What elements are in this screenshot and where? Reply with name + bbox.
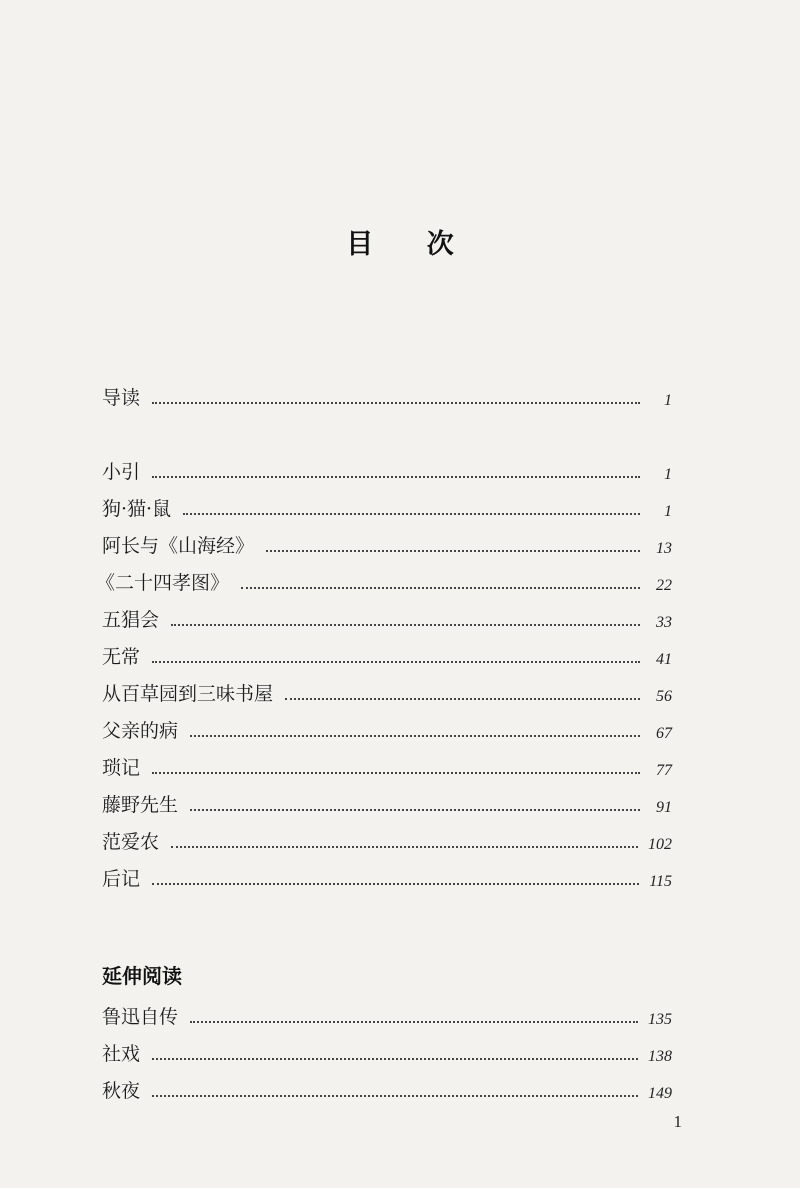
dot-leader [241,587,640,589]
toc-label: 社戏 [102,1043,141,1065]
section-heading: 延伸阅读 [102,964,182,988]
toc-label: 藤野先生 [102,794,179,816]
dot-leader [171,846,638,848]
toc-label: 琐记 [102,757,141,779]
toc-label: 阿长与《山海经》 [102,535,255,557]
toc-label: 导读 [102,387,141,409]
toc-label: 无常 [102,646,141,668]
toc-page-number: 33 [656,614,672,631]
toc-label: 秋夜 [102,1080,141,1102]
toc-label: 父亲的病 [102,720,179,742]
toc-row [102,715,672,743]
toc-page-number: 149 [648,1085,672,1102]
toc-label: 狗·猫·鼠 [102,498,172,520]
toc-page-number: 56 [656,688,672,705]
toc-row [102,678,672,706]
toc-row [96,567,672,595]
dot-leader [152,402,640,404]
toc-row [102,752,672,780]
toc-label: 五猖会 [102,609,160,631]
toc-label: 小引 [102,461,141,483]
toc-row-daodu [102,382,672,410]
toc-row [102,493,672,521]
dot-leader [266,550,640,552]
toc-page-number: 77 [656,762,672,779]
toc-page-number: 135 [648,1011,672,1028]
dot-leader [152,1058,638,1060]
page-number: 1 [673,1112,682,1131]
toc-row [102,530,672,558]
toc-page-number: 1 [664,503,672,520]
toc-page-number: 13 [656,540,672,557]
dot-leader [152,1095,638,1097]
toc-row [102,456,672,484]
toc-page-number: 102 [648,836,672,853]
dot-leader [190,809,640,811]
dot-leader [183,513,640,515]
dot-leader [285,698,640,700]
toc-row [102,863,672,891]
toc-page-number: 138 [648,1048,672,1065]
dot-leader [152,476,640,478]
toc-row [102,641,672,669]
toc-page-number: 1 [664,392,672,409]
toc-page-number: 115 [649,873,672,890]
toc-label: 后记 [102,868,141,890]
toc-page-number: 67 [656,725,672,742]
toc-row [102,1075,672,1103]
dot-leader [171,624,640,626]
toc-label: 《二十四孝图》 [96,572,230,594]
toc-row [102,604,672,632]
toc-row [102,789,672,817]
page-title: 目 次 [346,229,476,260]
toc-page-number: 22 [656,577,672,594]
toc-row [102,826,672,854]
toc-label: 范爱农 [102,831,160,853]
toc-label: 从百草园到三味书屋 [102,683,274,705]
toc-page-number: 1 [664,466,672,483]
dot-leader [152,883,639,885]
dot-leader [190,735,640,737]
toc-row [102,1001,672,1029]
toc-page-number: 41 [656,651,672,668]
toc-label: 鲁迅自传 [102,1006,179,1028]
toc-row [102,1038,672,1066]
dot-leader [152,772,640,774]
toc-page-number: 91 [656,799,672,816]
dot-leader [190,1021,638,1023]
dot-leader [152,661,640,663]
